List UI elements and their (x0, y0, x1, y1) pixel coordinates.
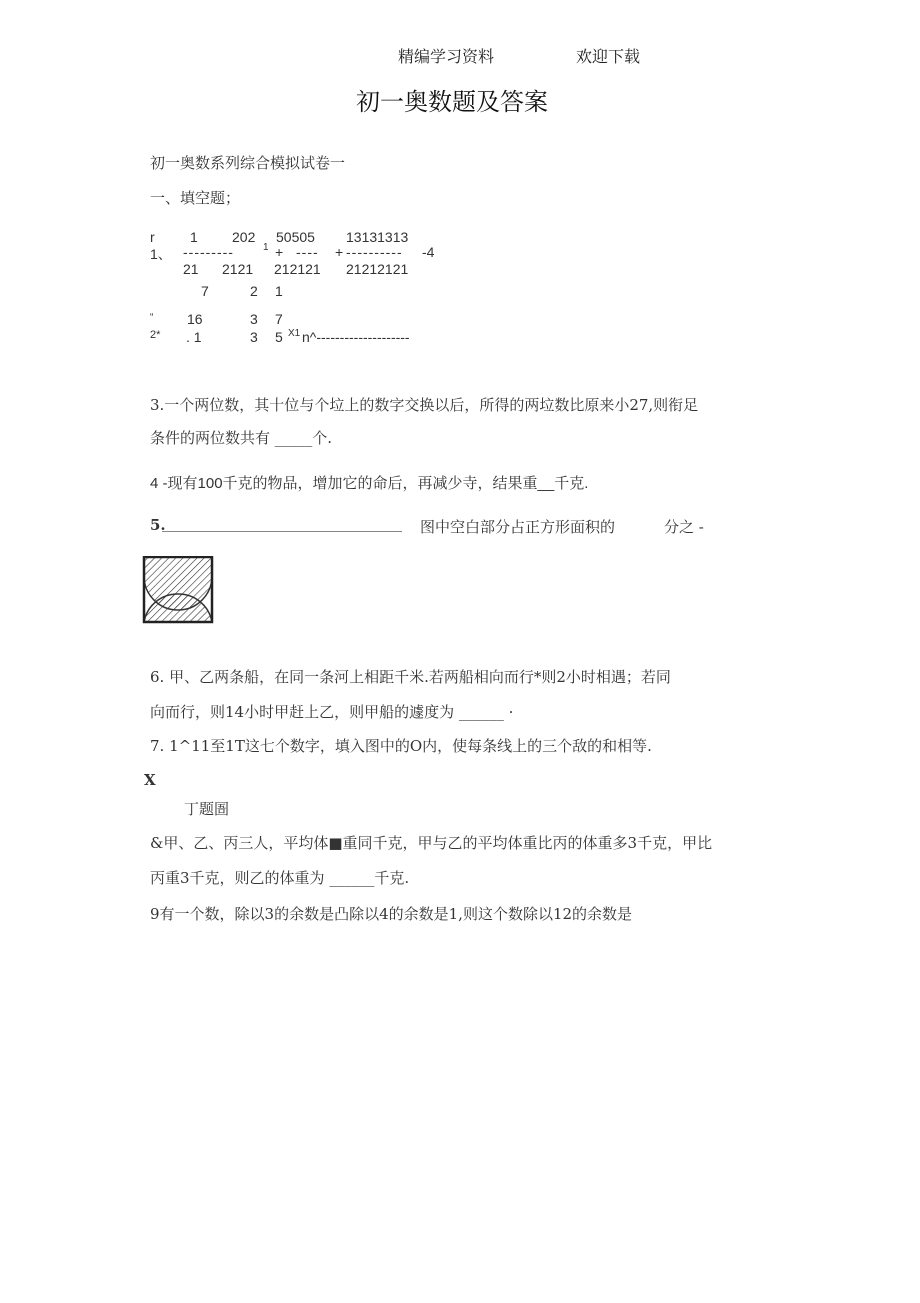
q1-denominator-3: 212121 (274, 261, 321, 277)
q7-figure-caption: 丁题圄 (184, 800, 230, 818)
q6-line-2: 向而行，则14小时甲赶上乙，则甲船的遽度为 ______ · (150, 703, 514, 721)
header-left-text: 精编学习资料 (398, 47, 495, 66)
q2-top-1: 7 (201, 283, 209, 299)
q2-top-3: 1 (275, 283, 283, 299)
q1-fraction-bar-1: --------- (183, 244, 234, 260)
q2-mid-1: 16 (187, 311, 203, 327)
q3-line-1: 3.一个两位数，其十位与个垃上的数字交换以后，所得的两垃数比原来小27,则衔足 (150, 396, 699, 414)
q2-bottom-3: 5 (275, 329, 283, 345)
q1-numerator-4: 13131313 (346, 229, 409, 245)
q1-numerator-3: 50505 (276, 229, 315, 245)
q1-fraction-bar-3: ---------- (346, 244, 403, 260)
q1-numerator-1: 1 (190, 229, 198, 245)
q1-fraction-bar-2: ---- (296, 244, 319, 260)
q7-line-1: 7. 1^11至1T这七个数字，填入图中的O内，使每条线上的三个敌的和相等. (150, 737, 652, 755)
q8-line-2: 丙重3千克，则乙的体重为 ______千克. (150, 869, 410, 887)
page-title: 初一奥数题及答案 (356, 88, 548, 116)
q5-text: 图中空白部分占正方形面积的 (420, 518, 616, 536)
q1-plus-1: + (275, 244, 284, 260)
q1-denominator-2: 2121 (222, 261, 254, 277)
q1-tail: -4 (422, 244, 435, 260)
exam-subtitle: 初一奥数系列综合模拟试卷一 (150, 154, 346, 172)
q2-superscript: X1 (288, 328, 301, 339)
q6-line-1: 6. 甲、乙两条船，在同一条河上相距千米.若两船相向而行*则2小时相遇；若同 (150, 668, 671, 686)
q2-quote: “ (150, 312, 154, 323)
q1-plus-2: + (335, 244, 344, 260)
q8-line-1: &甲、乙、丙三人，平均体■重同千克，甲与乙的平均体重比丙的体重多3千克，甲比 (150, 834, 713, 852)
q9-text: 9有一个数，除以3的余数是凸除以4的余数是1,则这个数除以12的余数是 (150, 905, 633, 923)
q3-line-2: 条件的两位数共有 _____个. (150, 429, 333, 447)
q4-text: 4 -现有100千克的物品，增加它的命后，再减少寺，结果重__千克. (150, 475, 589, 492)
q1-denominator-4: 21212121 (346, 261, 409, 277)
q1-label: 1、 (150, 246, 172, 262)
section-heading: 一、填空题； (150, 189, 241, 207)
q2-bottom-1: . 1 (186, 329, 202, 345)
q5-blank: ________________________________ (162, 514, 402, 532)
q7-mark: X (144, 771, 156, 789)
q5-number: 5. (150, 516, 166, 534)
q2-mid-2: 3 (250, 311, 258, 327)
q2-mid-3: 7 (275, 311, 283, 327)
q2-bottom-2: 3 (250, 329, 258, 345)
q2-tail: n^-------------------- (302, 329, 410, 345)
q1-numerator-2: 202 (232, 229, 256, 245)
q1-r: r (150, 229, 155, 245)
header-right-text: 欢迎下载 (576, 47, 641, 66)
q5-tail: 分之 - (664, 518, 704, 536)
q1-denominator-1: 21 (183, 261, 199, 277)
q2-top-2: 2 (250, 283, 258, 299)
q1-superscript: 1 (263, 242, 269, 253)
q5-square-figure (142, 556, 214, 624)
q2-label: 2* (150, 329, 161, 341)
